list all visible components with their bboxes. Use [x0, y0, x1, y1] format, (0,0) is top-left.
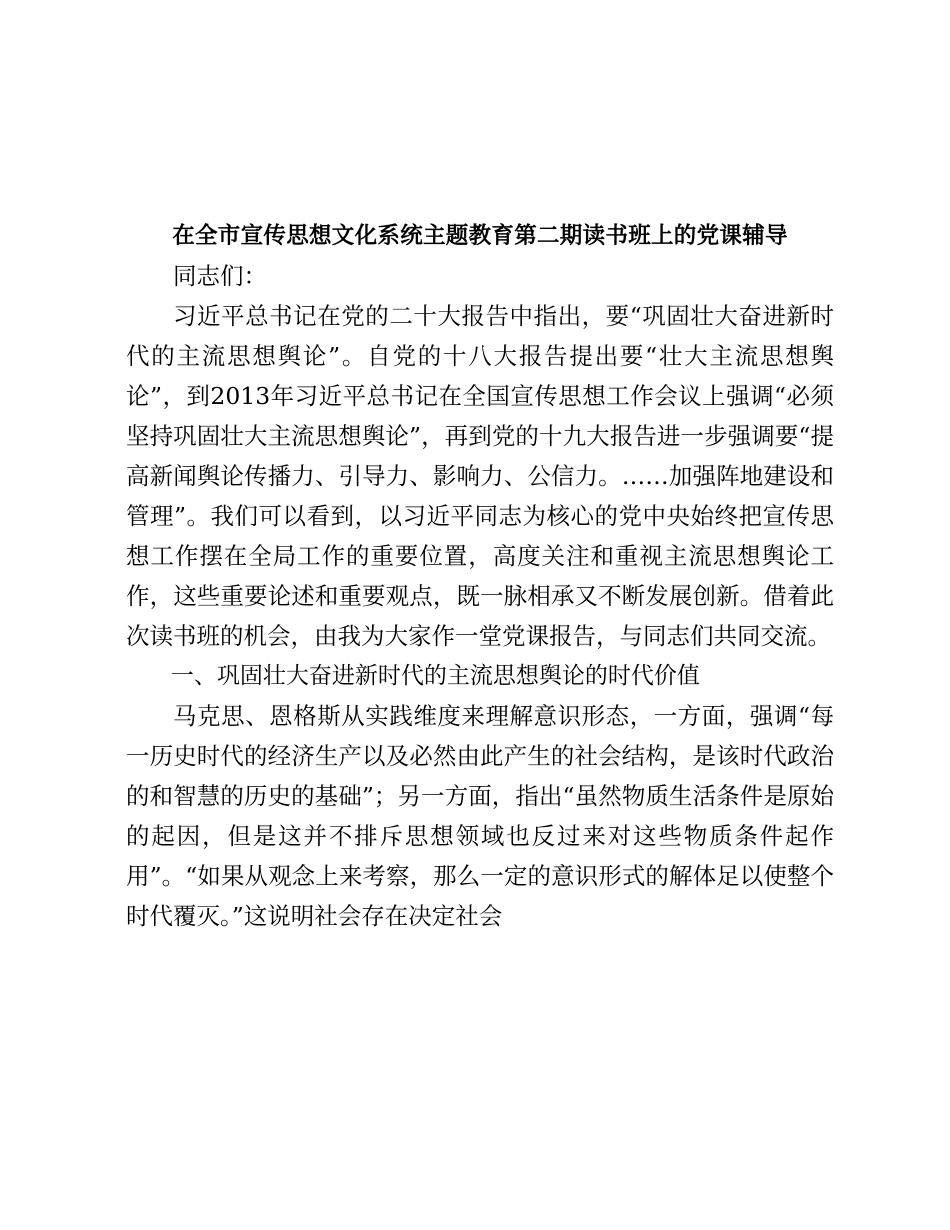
- paragraph-intro: 习近平总书记在党的二十大报告中指出，要“巩固壮大奋进新时代的主流思想舆论”。自党的十八大报告提出要“壮大主流思想舆论”，到2013年习近平总书记在全国宣传思想工作会议上强调“必须坚持巩固壮大主流思想舆论”，再到党的十九大报告进一步强调要“提高新闻舆论传播力、引导力、影响力、公信力。……加强阵地建设和管理”。我们可以看到，以习近平同志为核心的党中央始终把宣传思想工作摆在全局工作的重要位置，高度关注和重视主流思想舆论工作，这些重要论述和重要观点，既一脉相承又不断发展创新。借着此次读书班的机会，由我为大家作一堂党课报告，与同志们共同交流。: [126, 302, 834, 650]
- document-title: 在全市宣传思想文化系统主题教育第二期读书班上的党课辅导: [172, 223, 788, 249]
- section-heading-1: 一、巩固壮大奋进新时代的主流思想舆论的时代价值: [170, 663, 700, 689]
- paragraph-marx-engels: 马克思、恩格斯从实践维度来理解意识形态，一方面，强调“每一历史时代的经济生产以及必然由此产生的社会结构，是该时代政治的和智慧的历史的基础”；另一方面，指出“虽然物质生活条件是原始的起因，但是这并不排斥思想领域也反过来对这些物质条件起作用”。“如果从观念上来考察，那么一定的意识形式的解体足以使整个时代覆灭。”这说明社会存在决定社会: [126, 702, 834, 930]
- document-body: [126, 216, 834, 936]
- greeting: 同志们：: [173, 262, 267, 290]
